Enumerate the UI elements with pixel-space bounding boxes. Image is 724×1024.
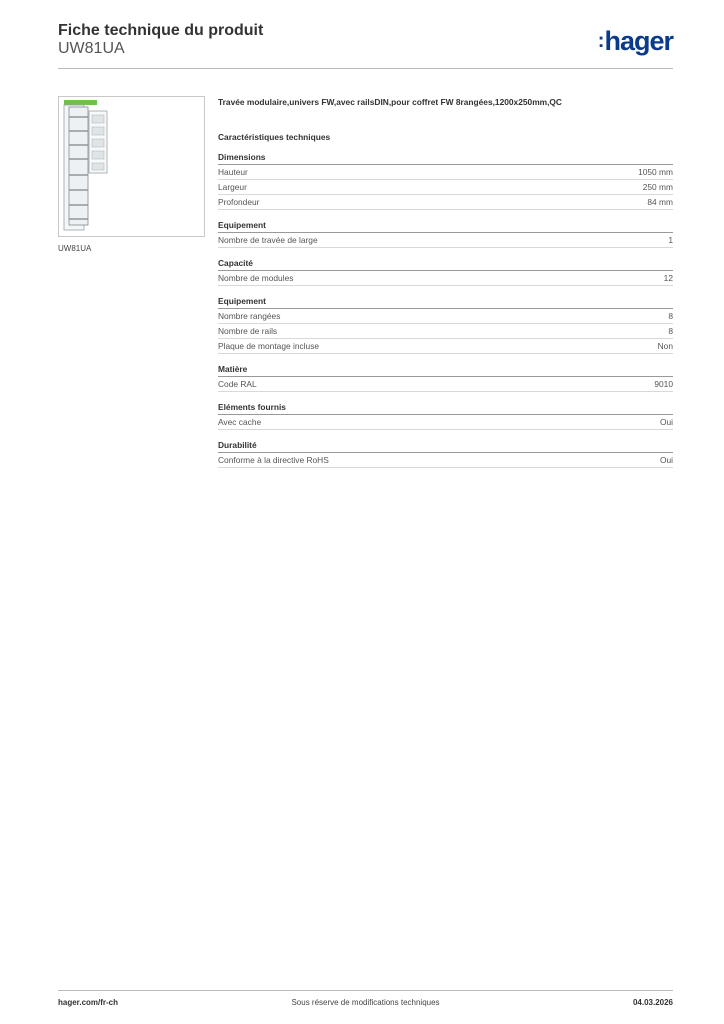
spec-section [218, 219, 673, 248]
logo-text: hager [604, 26, 673, 56]
spec-label: Nombre de modules [218, 273, 294, 283]
hager-logo: :hager [597, 26, 673, 56]
footer-site: hager.com/fr-ch [58, 998, 119, 1007]
spec-row [218, 309, 673, 324]
spec-label: Nombre rangées [218, 311, 281, 321]
footer-date: 04.03.2026 [632, 998, 673, 1007]
section-title: Dimensions [218, 151, 673, 165]
spec-value: 1050 mm [638, 167, 673, 177]
spec-value: 1 [668, 235, 673, 245]
product-details [218, 96, 673, 477]
section-title: Equipement [218, 295, 673, 309]
section-title: Capacité [218, 257, 673, 271]
product-reference: UW81UA [58, 40, 125, 57]
spec-label: Plaque de montage incluse [218, 341, 320, 351]
spec-row [218, 180, 673, 195]
header-divider [58, 68, 673, 69]
spec-row [218, 165, 673, 180]
characteristics-title: Caractéristiques techniques [218, 132, 331, 142]
spec-value: Non [657, 341, 673, 351]
spec-section [218, 151, 673, 210]
characteristics-sections [218, 151, 673, 468]
spec-value: 8 [668, 326, 673, 336]
image-caption: UW81UA [58, 244, 92, 253]
footer-note: Sous réserve de modifications techniques [291, 998, 440, 1007]
spec-section [218, 401, 673, 430]
spec-row [218, 324, 673, 339]
spec-section [218, 295, 673, 354]
spec-section [218, 257, 673, 286]
spec-value: 8 [668, 311, 673, 321]
spec-row [218, 377, 673, 392]
spec-value: Oui [659, 417, 673, 427]
section-title: Matière [218, 363, 673, 377]
spec-row [218, 453, 673, 468]
spec-row [218, 271, 673, 286]
spec-label: Code RAL [218, 379, 257, 389]
spec-label: Avec cache [218, 417, 262, 427]
section-title: Durabilité [218, 439, 673, 453]
spec-section [218, 439, 673, 468]
page-footer [58, 998, 673, 1010]
spec-row [218, 339, 673, 354]
spec-value: Oui [659, 455, 673, 465]
section-title: Eléments fournis [218, 401, 673, 415]
spec-row [218, 195, 673, 210]
spec-value: 250 mm [642, 182, 673, 192]
spec-value: 84 mm [647, 197, 673, 207]
spec-label: Nombre de rails [218, 326, 278, 336]
section-title: Equipement [218, 219, 673, 233]
spec-label: Largeur [218, 182, 247, 192]
spec-label: Nombre de travée de large [218, 235, 318, 245]
spec-value: 12 [663, 273, 673, 283]
spec-value: 9010 [654, 379, 673, 389]
footer-divider [58, 990, 673, 991]
spec-row [218, 233, 673, 248]
spec-row [218, 415, 673, 430]
spec-section [218, 363, 673, 392]
product-image [58, 96, 205, 237]
product-description: Travée modulaire,univers FW,avec railsDIN,pour coffret FW 8rangées,1200x250mm,QC [218, 97, 562, 107]
spec-label: Hauteur [218, 167, 248, 177]
spec-label: Conforme à la directive RoHS [218, 455, 329, 465]
spec-label: Profondeur [218, 197, 260, 207]
document-title: Fiche technique du produit [58, 22, 264, 39]
page-header [58, 20, 673, 68]
product-drawing-icon [59, 97, 204, 236]
